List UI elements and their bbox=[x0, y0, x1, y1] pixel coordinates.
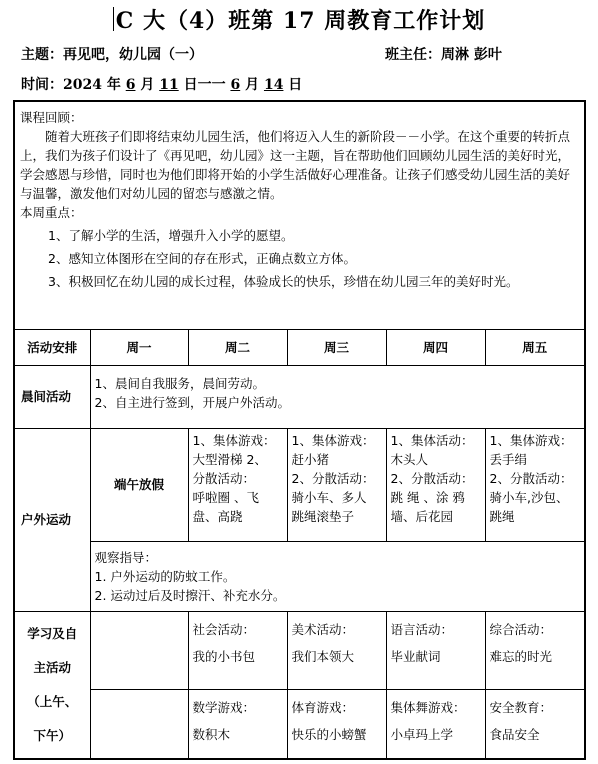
guide-line: 2. 运动过后及时擦汗、补充水分。 bbox=[94, 587, 286, 603]
outdoor-line: 1、集体游戏： bbox=[192, 432, 276, 448]
header-thursday: 周四 bbox=[386, 329, 485, 365]
header-monday: 周一 bbox=[90, 329, 188, 365]
study-label-line: 学习及自 bbox=[27, 625, 78, 641]
activity-type: 美术活动： bbox=[291, 621, 355, 637]
activity-type: 集体舞游戏： bbox=[390, 699, 466, 715]
activity-name: 毕业献词 bbox=[390, 648, 441, 664]
morning-line: 1、晨间自我服务，晨间劳动。 bbox=[94, 375, 265, 391]
outdoor-line: 木头人 bbox=[390, 451, 429, 467]
focus-point: 3、积极回忆在幼儿园的成长过程，体验成长的快乐，珍惜在幼儿园三年的美好时光。 bbox=[48, 274, 519, 289]
outdoor-line: 赶小猪 bbox=[291, 451, 330, 467]
study-monday-empty bbox=[90, 611, 188, 689]
guide-row bbox=[14, 541, 585, 611]
outdoor-line: 大型滑梯 2、 bbox=[192, 451, 267, 467]
review-text: 随着大班孩子们即将结束幼儿园生活，他们将迈入人生的新阶段－－小学。在这个重要的转折点上，我们为孩子们设计了《再见吧，幼儿园》这一主题，旨在帮助他们回顾幼儿园生活的美好时光，学会感恩与珍惜，同时也为他们即将开始的小学生活做好心理准备。让孩子们感受幼儿园生活的美好与温馨，激发他们对幼儿园的留恋与感激之情。 bbox=[20, 129, 571, 201]
outdoor-line: 骑小车、多人 bbox=[291, 489, 367, 505]
activity-type: 体育游戏： bbox=[291, 699, 355, 715]
observation-guide bbox=[90, 541, 585, 611]
focus-point: 1、了解小学的生活，增强升入小学的愿望。 bbox=[48, 228, 294, 243]
study-cell bbox=[188, 689, 287, 759]
study-cell bbox=[386, 611, 485, 689]
activity-type: 社会活动： bbox=[192, 621, 256, 637]
month-word: 月 bbox=[240, 77, 264, 93]
activity-name: 食品安全 bbox=[489, 726, 540, 742]
header-row bbox=[14, 329, 585, 365]
monday-holiday: 端午放假 bbox=[90, 428, 188, 541]
activity-name: 小卓玛上学 bbox=[390, 726, 454, 742]
focus-point: 2、感知立体图形在空间的存在形式，正确点数立方体。 bbox=[48, 251, 356, 266]
date-range bbox=[21, 74, 302, 94]
date-prefix: 时间：2024 年 bbox=[21, 77, 126, 93]
outdoor-line: 骑小车,沙包、 bbox=[489, 489, 569, 505]
outdoor-friday bbox=[485, 428, 585, 541]
outdoor-line: 1、集体游戏： bbox=[489, 432, 573, 448]
outdoor-row bbox=[14, 428, 585, 541]
outdoor-line: 盘、高跷 bbox=[192, 508, 243, 524]
outdoor-line: 2、分散活动： bbox=[291, 470, 375, 486]
header-wednesday: 周三 bbox=[287, 329, 386, 365]
study-cell bbox=[287, 689, 386, 759]
review-label: 课程回顾： bbox=[20, 110, 83, 125]
intro-section bbox=[14, 101, 585, 329]
study-label-line: 下午） bbox=[33, 727, 71, 743]
plan-table bbox=[13, 100, 586, 760]
study-row-2 bbox=[14, 689, 585, 759]
focus-label: 本周重点： bbox=[20, 205, 83, 220]
outdoor-line: 1、集体活动： bbox=[390, 432, 474, 448]
end-day: 14 bbox=[263, 77, 284, 93]
activity-type: 数学游戏： bbox=[192, 699, 256, 715]
outdoor-wednesday bbox=[287, 428, 386, 541]
study-monday-empty bbox=[90, 689, 188, 759]
study-label bbox=[14, 611, 90, 759]
activity-name: 我的小书包 bbox=[192, 648, 256, 664]
activity-name: 数积木 bbox=[192, 726, 231, 742]
outdoor-line: 呼啦圈 、飞 bbox=[192, 489, 259, 505]
outdoor-line: 墙、后花园 bbox=[390, 508, 454, 524]
study-row-1 bbox=[14, 611, 585, 689]
text-cursor bbox=[113, 7, 114, 31]
header-activity: 活动安排 bbox=[14, 329, 90, 365]
outdoor-line: 2、分散活动： bbox=[489, 470, 573, 486]
theme-label: 主题：再见吧，幼儿园（一） bbox=[21, 47, 203, 63]
header-tuesday: 周二 bbox=[188, 329, 287, 365]
date-separator: 日一一 bbox=[178, 77, 231, 93]
outdoor-line: 跳绳 bbox=[489, 508, 515, 524]
morning-line: 2、自主进行签到，开展户外活动。 bbox=[94, 394, 290, 410]
study-label-line: 主活动 bbox=[33, 659, 71, 675]
outdoor-line: 跳 绳 、涂 鸦 bbox=[390, 489, 465, 505]
document-title bbox=[0, 4, 598, 35]
start-month: 6 bbox=[125, 77, 136, 93]
outdoor-line: 跳绳滚垫子 bbox=[291, 508, 355, 524]
activity-type: 综合活动： bbox=[489, 621, 553, 637]
activity-type: 语言活动： bbox=[390, 621, 454, 637]
study-cell bbox=[287, 611, 386, 689]
activity-type: 安全教育： bbox=[489, 699, 553, 715]
morning-content bbox=[90, 365, 585, 428]
activity-name: 难忘的时光 bbox=[489, 648, 553, 664]
outdoor-thursday bbox=[386, 428, 485, 541]
teacher-label: 班主任：周淋 彭叶 bbox=[385, 47, 502, 63]
header-friday: 周五 bbox=[485, 329, 585, 365]
study-label-line: （上午、 bbox=[27, 693, 78, 709]
guide-line: 1. 户外运动的防蚊工作。 bbox=[94, 568, 236, 584]
title-text: C 大（4）班第 17 周教育工作计划 bbox=[115, 8, 486, 34]
day-word: 日 bbox=[283, 77, 303, 93]
activity-name: 我们本领大 bbox=[291, 648, 355, 664]
study-cell bbox=[386, 689, 485, 759]
start-day: 11 bbox=[159, 77, 179, 93]
study-cell bbox=[188, 611, 287, 689]
outdoor-label: 户外运动 bbox=[14, 428, 90, 611]
end-month: 6 bbox=[230, 77, 241, 93]
morning-row bbox=[14, 365, 585, 428]
outdoor-line: 丢手绢 bbox=[489, 451, 528, 467]
study-cell bbox=[485, 611, 585, 689]
outdoor-line: 1、集体游戏： bbox=[291, 432, 375, 448]
morning-label: 晨间活动 bbox=[14, 365, 90, 428]
activity-name: 快乐的小螃蟹 bbox=[291, 726, 367, 742]
month-word: 月 bbox=[135, 77, 160, 93]
outdoor-line: 分散活动： bbox=[192, 470, 256, 486]
outdoor-tuesday bbox=[188, 428, 287, 541]
study-cell bbox=[485, 689, 585, 759]
guide-label: 观察指导： bbox=[94, 549, 158, 565]
outdoor-line: 2、分散活动： bbox=[390, 470, 474, 486]
